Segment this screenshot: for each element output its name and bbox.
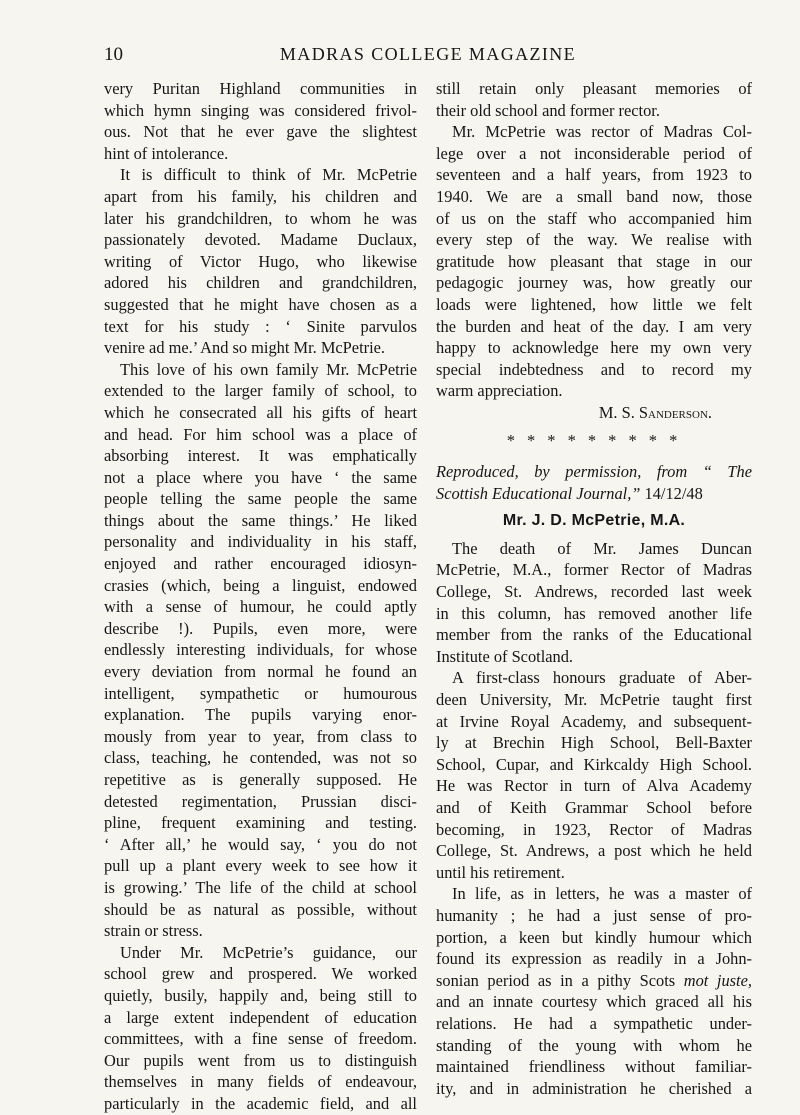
text-line: until his retirement. xyxy=(436,862,565,882)
text-line: enjoyed and rather encouraged idiosyn- xyxy=(104,554,417,574)
reproduction-note: Reproduced, by permission, from “ The xyxy=(436,462,752,482)
text-line: Institute of Scotland. xyxy=(436,646,574,666)
text-line: seventeen and a half years, from 1923 to xyxy=(436,165,752,185)
text-line: venire ad me.’ And so might Mr. McPetrie. xyxy=(104,338,386,358)
text-line: quietly, busily, happily and, being still to xyxy=(104,985,417,1005)
text-line: at Irvine Royal Academy, and subsequent- xyxy=(436,711,752,731)
text-line: things about the same things.’ He liked xyxy=(104,510,417,530)
text-line: adored his children and grandchildren, xyxy=(104,273,417,293)
text-line: which he consecrated all his gifts of heart xyxy=(104,402,417,422)
text-line: pull up a plant every week to see how it xyxy=(104,856,417,876)
text-line: This love of his own family Mr. McPetrie xyxy=(120,359,417,379)
text-line: intelligent, sympathetic or humourous xyxy=(104,683,417,703)
text-line: He was Rector in turn of Alva Academy xyxy=(436,776,752,796)
text-line: is growing.’ The life of the child at school xyxy=(104,877,417,897)
text-line: committees, with a fine sense of freedom. xyxy=(104,1029,417,1049)
section-divider-stars: * * * * * * * * * xyxy=(506,430,682,450)
text-line: still retain only pleasant memories of xyxy=(436,79,752,98)
text-line: gratitude how pleasant that stage in our xyxy=(436,251,752,271)
text-line: 1940. We are a small band now, those xyxy=(436,186,752,206)
text-line: member from the ranks of the Educational xyxy=(436,625,752,645)
text-line: every step of the way. We realise with xyxy=(436,230,752,250)
text-line: School, Cupar, and Kirkcaldy High School. xyxy=(436,754,752,774)
text-line: maintained friendliness without familiar- xyxy=(436,1057,752,1077)
text-line: Under Mr. McPetrie’s guidance, our xyxy=(120,942,417,962)
text-line: ‘ After all,’ he would say, ‘ you do not xyxy=(104,834,417,854)
text-line: deen University, Mr. McPetrie taught first xyxy=(436,690,752,710)
text-line: ly at Brechin High School, Bell-Baxter xyxy=(436,733,752,753)
text-line: school grew and prospered. We worked xyxy=(104,964,417,984)
text-line: found its expression as readily in a John- xyxy=(436,949,752,969)
text-line: happy to acknowledge here my own very xyxy=(436,338,752,358)
text-line: should be as natural as possible, without xyxy=(104,899,417,919)
author-signature: M. S. Sanderson. xyxy=(598,402,712,422)
text-line: very Puritan Highland communities in xyxy=(104,79,417,98)
text-line: ity, and in administration he cherished a xyxy=(436,1078,752,1098)
text-line: standing of the young with whom he xyxy=(436,1035,752,1055)
italic-phrase: mot juste, xyxy=(683,970,752,990)
text-line: warm appreciation. xyxy=(436,381,563,401)
magazine-title: MADRAS COLLEGE MAGAZINE xyxy=(279,44,577,64)
text-line: In life, as in letters, he was a master of xyxy=(452,884,752,904)
text-line: becoming, in 1923, Rector of Madras xyxy=(436,819,752,839)
left-column xyxy=(104,78,417,1115)
text-line: class, teaching, he contended, was not so xyxy=(104,748,417,768)
text-line: portion, a keen but kindly humour which xyxy=(436,927,752,947)
text-line: relations. He had a sympathetic under- xyxy=(436,1013,752,1033)
page-header xyxy=(104,44,752,68)
text-line: The death of Mr. James Duncan xyxy=(452,538,752,558)
text-line: in this column, has removed another life xyxy=(436,603,752,623)
text-line: McPetrie, M.A., former Rector of Madras xyxy=(436,560,752,580)
text-line: text for his study : ‘ Sinite parvulos xyxy=(104,316,417,336)
text-line: not a place where you have ‘ the same xyxy=(104,467,417,487)
source-title: Scottish Educational Journal,” xyxy=(436,483,641,503)
text-line: which hymn singing was considered frivol- xyxy=(104,100,417,120)
text-line: humanity ; he had a just sense of pro- xyxy=(436,905,752,925)
reproduction-source xyxy=(436,483,752,505)
article-title: Mr. J. D. McPetrie, M.A. xyxy=(502,512,686,530)
text-line: extended to the larger family of school, to xyxy=(104,381,417,401)
text-line: particularly in the academic field, and all xyxy=(104,1093,417,1113)
text-line: mously from year to year, from class to xyxy=(104,726,417,746)
text-line: College, St. Andrews, a post which he held xyxy=(436,841,752,861)
text-line: endlessly interesting individuals, for whose xyxy=(104,640,417,660)
right-column xyxy=(436,78,752,1099)
text-line: ous. Not that he ever gave the slightest xyxy=(104,122,417,142)
source-date: 14/12/48 xyxy=(640,483,703,503)
text-line: crasies (which, being a linguist, endowed xyxy=(104,575,417,595)
text-line: absorbing interest. It was emphatically xyxy=(104,446,417,466)
text-line: explanation. The pupils varying enor- xyxy=(104,705,417,725)
text-line: every deviation from normal he found an xyxy=(104,662,417,682)
text-line: with a sense of humour, he could aptly xyxy=(104,597,417,617)
text-line: writing of Victor Hugo, who likewise xyxy=(104,251,417,271)
text-fragment: sonian period as in a pithy Scots xyxy=(436,970,684,990)
text-line: and of Keith Grammar School before xyxy=(436,798,752,817)
text-line: College, St. Andrews, recorded last week xyxy=(436,582,752,602)
text-line: a large extent independent of education xyxy=(104,1007,417,1027)
text-line: passionately devoted. Madame Duclaux, xyxy=(104,230,417,250)
text-line: and an innate courtesy which graced all his xyxy=(436,992,752,1012)
text-line: apart from his family, his children and xyxy=(104,186,417,206)
text-line: personality and individuality in his staff, xyxy=(104,532,417,552)
text-line: their old school and former rector. xyxy=(436,100,660,120)
text-line: pline, frequent examining and testing. xyxy=(104,813,417,833)
text-line: special indebtedness and to record my xyxy=(436,359,752,379)
text-line: suggested that he might have chosen as a xyxy=(104,294,417,314)
text-line: Our pupils went from us to distinguish xyxy=(104,1050,417,1070)
text-line: of us on the staff who accompanied him xyxy=(436,208,752,228)
text-line: strain or stress. xyxy=(104,921,203,941)
text-line: detested regimentation, Prussian disci- xyxy=(104,791,417,811)
page-number: 10 xyxy=(104,44,123,65)
text-line: themselves in many fields of endeavour, xyxy=(104,1072,417,1092)
text-line: loads were lightened, how little we felt xyxy=(436,294,752,314)
text-line: and head. For him school was a place of xyxy=(104,424,417,444)
text-line: A first-class honours graduate of Aber- xyxy=(452,668,752,688)
text-line xyxy=(436,970,752,992)
text-line: lege over a not inconsiderable period of xyxy=(436,143,752,163)
text-line: Mr. McPetrie was rector of Madras Col- xyxy=(452,122,752,142)
text-line: hint of intolerance. xyxy=(104,143,229,163)
text-line: It is difficult to think of Mr. McPetrie xyxy=(120,165,417,185)
text-line: later his grandchildren, to whom he was xyxy=(104,208,417,228)
text-line: describe !). Pupils, even more, were xyxy=(104,618,417,638)
text-line: repetitive as is generally supposed. He xyxy=(104,770,417,789)
text-line: the burden and heat of the day. I am very xyxy=(436,316,752,336)
text-line: people telling the same people the same xyxy=(104,489,417,509)
text-line: pedagogic journey was, how greatly our xyxy=(436,273,752,293)
